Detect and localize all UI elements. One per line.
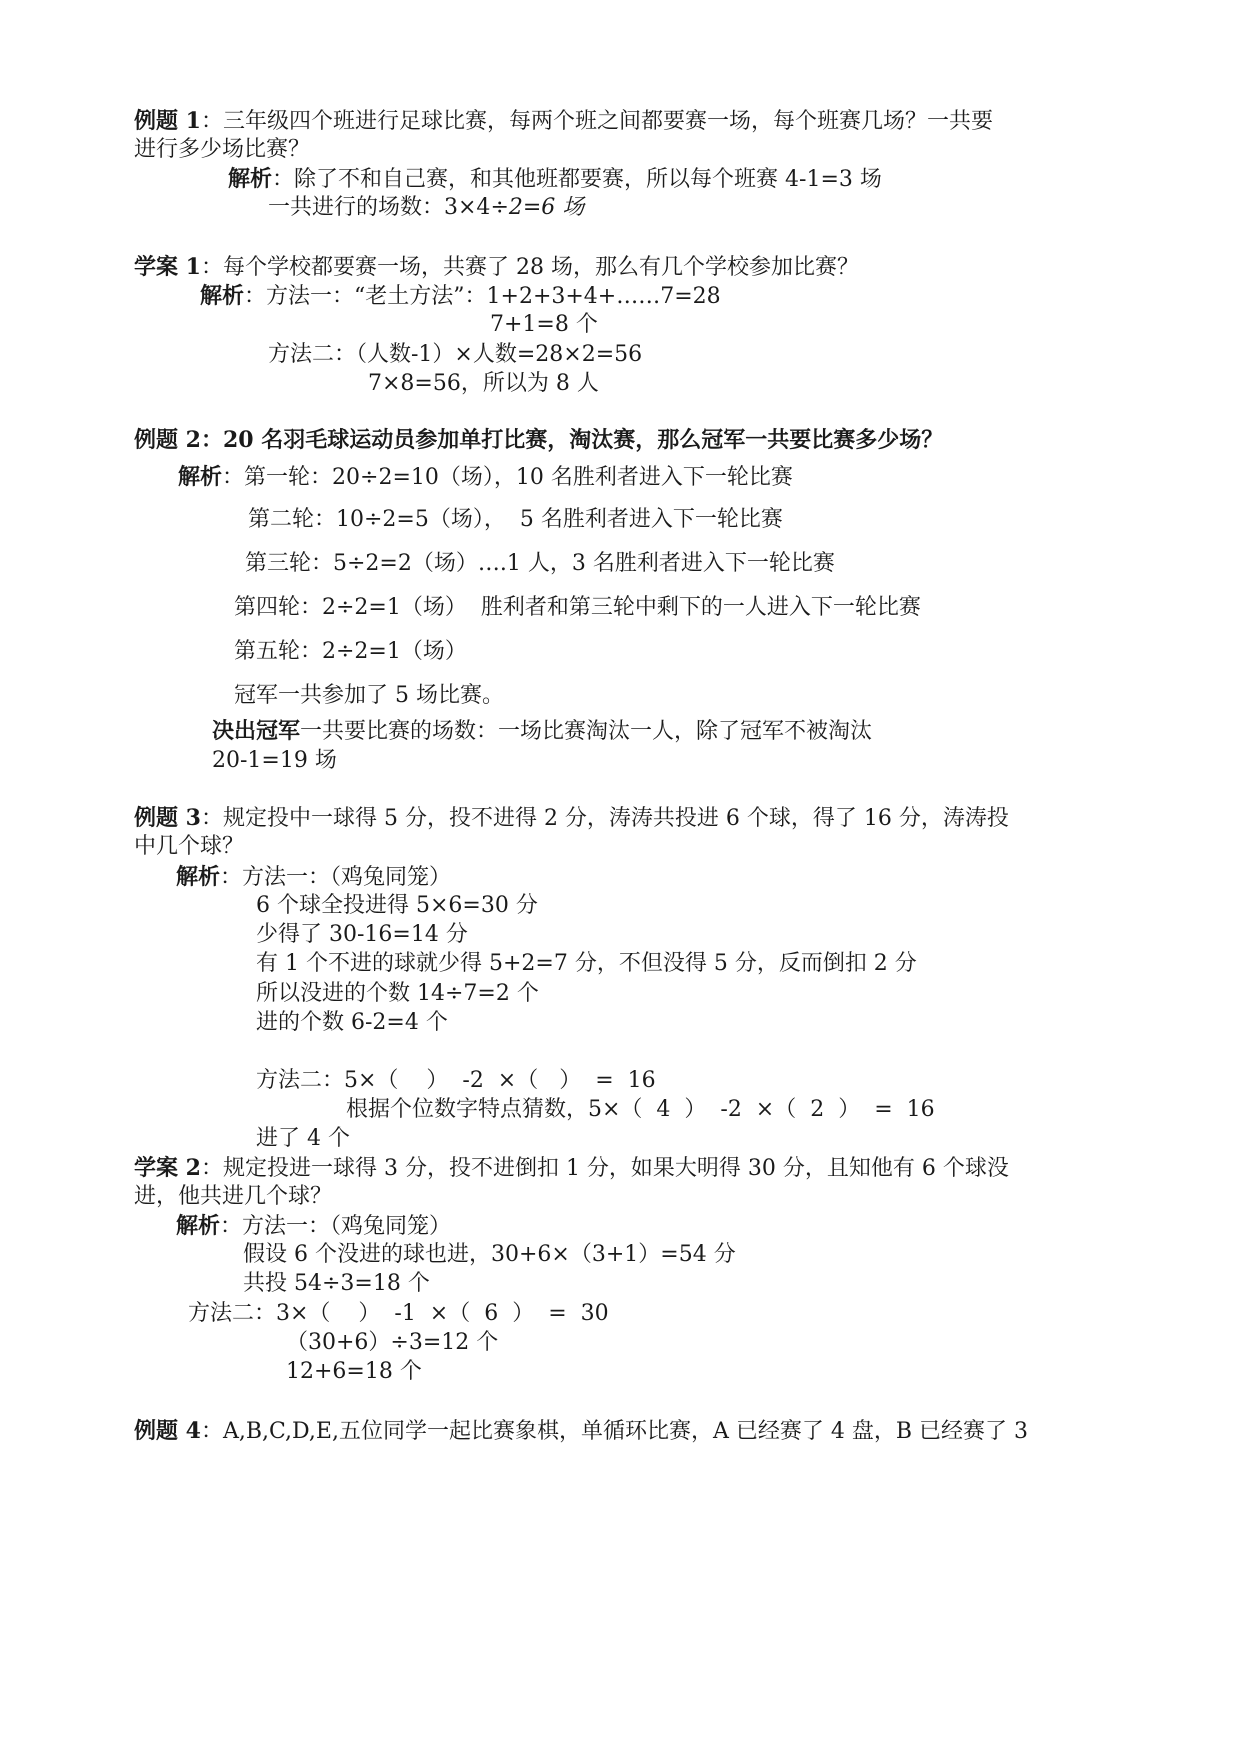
decide-champion-label: 决出冠军 <box>212 718 301 744</box>
example-4-question <box>134 1416 1028 1447</box>
example-2-round-2: 第二轮：10÷2=5（场）， 5 名胜利者进入下一轮比赛 <box>248 507 783 532</box>
case-2-method-2: 方法二：3×（ ） -1 ×（ 6 ） = 30 <box>188 1301 609 1326</box>
example-3-analysis-line-5: 所以没进的个数 14÷7=2 个 <box>256 981 539 1006</box>
example-2-champion-games: 冠军一共参加了 5 场比赛。 <box>234 683 504 708</box>
decide-champion-text: 一共要比赛的场数：一场比赛淘汰一人，除了冠军不被淘汰 <box>300 719 873 744</box>
case-2-label: 学案 2 <box>134 1155 201 1181</box>
example-2-question: 例题 2：20 名羽毛球运动员参加单打比赛，淘汰赛，那么冠军一共要比赛多少场？ <box>134 427 944 453</box>
example-3-method-1: ：方法一：（鸡兔同笼） <box>220 865 452 890</box>
example-1-analysis-text: ：除了不和自己赛，和其他班都要赛，所以每个班赛 4-1=3 场 <box>272 167 882 192</box>
example-1-total-prefix: 一共进行的场数：3×4 <box>268 195 491 220</box>
example-2-round-3: 第三轮：5÷2=2（场）….1 人，3 名胜利者进入下一轮比赛 <box>245 551 835 576</box>
example-4-label: 例题 4 <box>134 1418 201 1444</box>
example-3-analysis-line-3: 少得了 30-16=14 分 <box>256 922 468 947</box>
case-1-analysis-line-1 <box>200 281 721 312</box>
analysis-label: 解析 <box>200 283 245 309</box>
example-1-label: 例题 1 <box>134 108 201 134</box>
example-1-total-result: ÷2=6 场 <box>490 195 585 220</box>
example-1-question-text: ：三年级四个班进行足球比赛，每两个班之间都要赛一场，每个班赛几场？一共要 <box>200 109 993 134</box>
example-3-question-line-2: 中几个球？ <box>134 834 245 859</box>
example-3-method-2: 方法二：5×（ ） -2 ×（ ） = 16 <box>256 1068 656 1093</box>
case-2-question-line-1 <box>134 1153 1009 1184</box>
example-2-round-1 <box>178 462 793 493</box>
example-3-analysis-line-2: 6 个球全投进得 5×6=30 分 <box>256 893 538 918</box>
example-3-question-line-1 <box>134 803 1009 834</box>
example-2-decide-champion <box>212 716 872 747</box>
analysis-label: 解析 <box>178 464 223 490</box>
example-3-method-2-result: 进了 4 个 <box>256 1126 350 1151</box>
case-1-question <box>134 252 859 283</box>
example-3-label: 例题 3 <box>134 805 201 831</box>
analysis-label: 解析 <box>176 864 221 890</box>
case-1-analysis-line-3: 方法二：（人数-1）×人数=28×2=56 <box>268 342 643 367</box>
example-3-analysis-line-1 <box>176 862 451 893</box>
example-2-round-1-text: ：第一轮：20÷2=10（场），10 名胜利者进入下一轮比赛 <box>222 465 793 490</box>
case-2-method-2-line-2: （30+6）÷3=12 个 <box>286 1330 499 1355</box>
example-2-round-5: 第五轮：2÷2=1（场） <box>234 639 467 664</box>
example-2-answer: 20-1=19 场 <box>212 748 337 773</box>
case-2-method-2-line-3: 12+6=18 个 <box>286 1359 422 1384</box>
case-1-analysis-line-4: 7×8=56，所以为 8 人 <box>368 371 599 396</box>
case-1-method-1: ：方法一：“老土方法”：1+2+3+4+……7=28 <box>244 284 721 309</box>
example-4-question-text: ：A,B,C,D,E,五位同学一起比赛象棋，单循环比赛，A 已经赛了 4 盘，B 已经赛了 3 <box>200 1419 1028 1444</box>
analysis-label: 解析 <box>228 166 273 192</box>
case-2-question-line-2: 进，他共进几个球？ <box>134 1184 333 1209</box>
case-1-label: 学案 1 <box>134 254 201 280</box>
example-1-analysis-line-2 <box>268 193 584 223</box>
example-3-analysis-line-4: 有 1 个不进的球就少得 5+2=7 分，不但没得 5 分，反而倒扣 2 分 <box>256 951 917 976</box>
case-1-question-text: ：每个学校都要赛一场，共赛了 28 场，那么有几个学校参加比赛？ <box>200 255 859 280</box>
example-3-analysis-line-6: 进的个数 6-2=4 个 <box>256 1010 448 1035</box>
example-3-question-text: ：规定投中一球得 5 分，投不进得 2 分，涛涛共投进 6 个球，得了 16 分，涛涛投 <box>200 806 1009 831</box>
example-1-question-line-2: 进行多少场比赛？ <box>134 137 311 162</box>
case-1-analysis-line-2: 7+1=8 个 <box>490 312 598 337</box>
case-2-analysis-line-3: 共投 54÷3=18 个 <box>243 1271 430 1296</box>
case-2-analysis-line-1 <box>176 1211 451 1242</box>
example-1-question-line-1 <box>134 106 993 137</box>
case-2-method-1: ：方法一：（鸡兔同笼） <box>220 1214 452 1239</box>
example-2-round-4: 第四轮：2÷2=1（场） 胜利者和第三轮中剩下的一人进入下一轮比赛 <box>234 595 921 620</box>
analysis-label: 解析 <box>176 1213 221 1239</box>
case-2-analysis-line-2: 假设 6 个没进的球也进，30+6×（3+1）=54 分 <box>243 1242 736 1267</box>
example-3-method-2-guess: 根据个位数字特点猜数，5×（ 4 ） -2 ×（ 2 ） = 16 <box>346 1097 935 1122</box>
example-1-analysis-line-1 <box>228 164 882 195</box>
case-2-question-text: ：规定投进一球得 3 分，投不进倒扣 1 分，如果大明得 30 分，且知他有 6 个球没 <box>200 1156 1009 1181</box>
